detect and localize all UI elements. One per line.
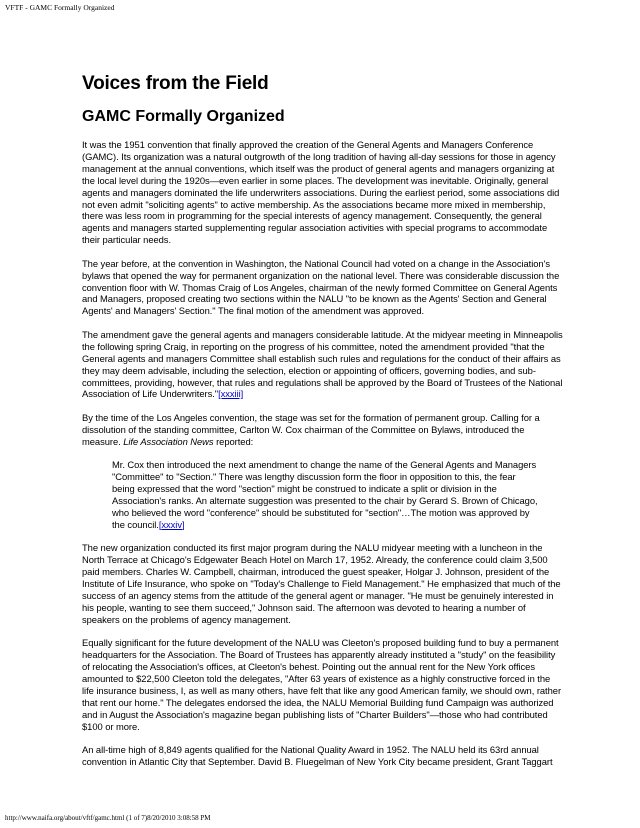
paragraph-6: Equally significant for the future development of the NALU was Cleeton's proposed building fund to buy a permanent headquarters for the Association. The Board of Trustees has apparently already instituted a "study" on the feasibility of relocating the Association's offices, at Cleeton's behest. Pointing out the annual rent for the New York offices amounted to $22,500 Cleeton told the delegates, "After 63 years of existence as a highly constructive forced in the life insurance business, I, as well as many others, have felt that like any good American family, we should own, rather that rent our home." The delegates endorsed the idea, the NALU Memorial Building fund Campaign was authorized and in August the Association's magazine began publishing lists of "Charter Builders"—those who had contributed $100 or more. (82, 637, 562, 732)
paragraph-4-text: By the time of the Los Angeles convention, the stage was set for the formation of permanent group. Calling for a dissolution of the standing committee, Carlton W. Cox chairman of the Committee on Bylaws, introduced the measure. (82, 411, 540, 447)
paragraph-1: It was the 1951 convention that finally approved the creation of the General Agents and Managers Conference (GAMC). Its organization was a natural outgrowth of the long tradition of having all-day sessions for those in agency management at the annual conventions, which itself was the product of general agents and managers organizing at the local level during the 1920s—even earlier in some places. The development was inevitable. Originally, general agents and managers dominated the life underwriters associations. During the earliest period, some associations did not even admit "soliciting agents" to active membership. As the associations became more mixed in membership, there was less room in programming for the special interests of agency management. Consequently, the general agents and managers started supplementing regular association activities with special programs to accommodate their particular needs. (82, 139, 560, 246)
page-subtitle: GAMC Formally Organized (82, 108, 285, 125)
paragraph-5: The new organization conducted its first major program during the NALU midyear meeting with a luncheon in the North Terrace at Chicago's Edgewater Beach Hotel on March 17, 1952. Already, the conference could claim 3,500 paid members. Charles W. Campbell, chairman, introduced the guest speaker, Holgar J. Johnson, president of the Institute of Life Insurance, who spoke on "Today's Challenge to Field Management." He emphasized that much of the success of an agency stems from the attitude of the general agent or manager. "He must be genuinely interested in his people, wanting to see them succeed," Johnson said. The afternoon was devoted to hearing a number of speakers on the problems of agency management. (82, 542, 561, 625)
footnote-link-xxxiii[interactable]: [xxxiii] (218, 388, 244, 400)
paragraph-2: The year before, at the convention in Washington, the National Council had voted on a change in the Association's bylaws that opened the way for permanent organization on the national level. There was considerable discussion the convention floor with W. Thomas Craig of Los Angeles, chairman of the newly formed Committee on General Agents and Managers, proposed creating two sections within the NALU "to be known as the Agents' Section and General Agents' and Managers' Section." The final motion of the amendment was approved. (82, 257, 560, 317)
paragraph-4-tail: reported: (213, 435, 254, 447)
paragraph-3-text: The amendment gave the general agents and managers considerable latitude. At the midyear meeting in Minneapolis the following spring Craig, in reporting on the progress of his committee, noted the amendment provided "that the General agents and managers Committee shall establish such rules and regulations for the conduct of their affairs as they may deem advisable, including the selection, election or appointing of officers, governing bodies, and sub-committees, providing, however, that rules and regulations shall be approved by the Board of Trustees of the National Association of Life Underwriters." (82, 328, 563, 400)
paragraph-7: An all-time high of 8,849 agents qualified for the National Quality Award in 1952. The NALU held its 63rd annual convention in Atlantic City that September. David B. Fluegelman of New York City became president, Grant Taggart (82, 744, 553, 767)
paragraph-3 (82, 329, 564, 400)
page-title: Voices from the Field (82, 73, 269, 94)
block-quote (112, 459, 540, 530)
article (82, 72, 564, 779)
article-body (82, 139, 564, 768)
publication-title: Life Association News (123, 435, 214, 447)
footnote-link-xxxiv[interactable]: [xxxiv] (158, 518, 185, 530)
paragraph-4 (82, 412, 564, 448)
browser-header: VFTF - GAMC Formally Organized (5, 3, 115, 12)
block-quote-text: Mr. Cox then introduced the next amendment to change the name of the General Agents and Managers "Committee" to "Section." There was lengthy discussion form the floor in opposition to this, the fear being expressed that the word "section" might be construed to indicate a split or division in the Association's ranks. An alternate suggestion was presented to the chair by Gerard S. Brown of Chicago, who believed the word "conference" should be substituted for "section"…The motion was approved by the council. (112, 459, 538, 530)
browser-footer: http://www.naifa.org/about/vftf/gamc.html (1 of 7)8/20/2010 3:08:58 PM (5, 814, 211, 822)
